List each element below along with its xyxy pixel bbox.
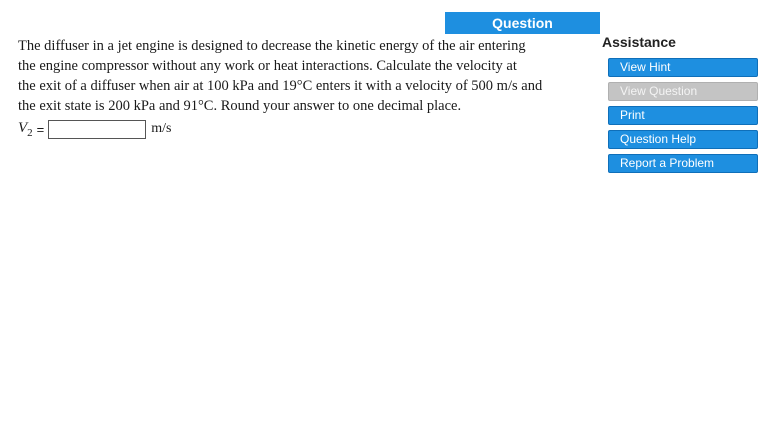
assistance-title: Assistance <box>602 34 676 50</box>
answer-input[interactable] <box>48 120 146 139</box>
print-button[interactable]: Print <box>608 106 758 125</box>
question-body <box>18 36 588 116</box>
answer-variable: V <box>18 119 28 136</box>
question-line-1: The diffuser in a jet engine is designed to decrease the kinetic energy of the air entering <box>18 38 526 54</box>
answer-unit: m/s <box>151 121 172 136</box>
answer-variable-label <box>18 120 33 139</box>
view-hint-button[interactable]: View Hint <box>608 58 758 77</box>
answer-equals-sign: = <box>36 121 45 137</box>
question-line-4: the exit state is 200 kPa and 91°C. Round your answer to one decimal place. <box>18 98 462 114</box>
answer-row <box>18 118 172 140</box>
assistance-panel <box>602 34 752 178</box>
question-line-3: the exit of a diffuser when air at 100 kPa and 19°C enters it with a velocity of 500 m/s and <box>18 78 543 94</box>
question-help-button[interactable]: Question Help <box>608 130 758 149</box>
answer-variable-subscript: 2 <box>27 126 33 139</box>
question-header: Question <box>445 12 600 34</box>
view-question-button[interactable]: View Question <box>608 82 758 101</box>
question-text <box>18 36 588 116</box>
question-line-2: the engine compressor without any work or heat interactions. Calculate the velocity at <box>18 58 517 74</box>
report-a-problem-button[interactable]: Report a Problem <box>608 154 758 173</box>
